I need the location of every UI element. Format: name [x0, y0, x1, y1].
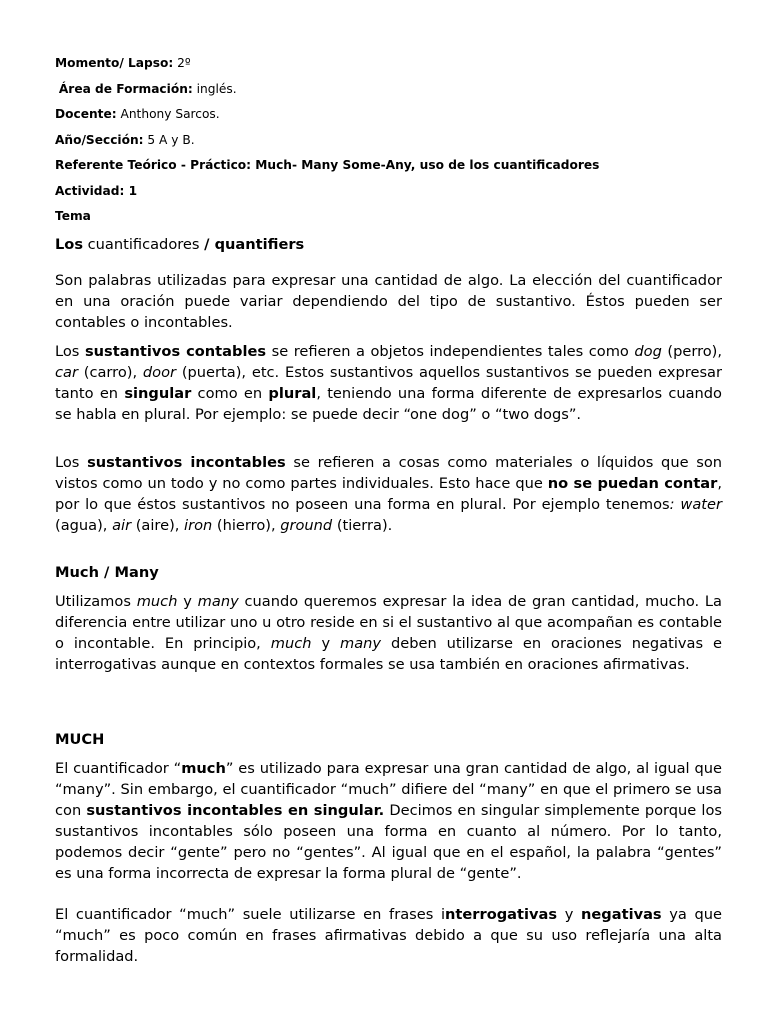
- tema-line: [55, 204, 715, 230]
- momento-value: 2º: [173, 56, 191, 70]
- anio-line: [55, 128, 715, 154]
- area-value: inglés.: [192, 81, 237, 96]
- actividad-line: [55, 179, 715, 205]
- area-label: Área de Formación:: [58, 81, 193, 96]
- docente-label: Docente:: [55, 107, 117, 121]
- referente-line: [55, 153, 715, 179]
- docente-value: Anthony Sarcos.: [116, 107, 220, 121]
- anio-label: Año/Sección:: [55, 132, 144, 147]
- docente-line: [55, 102, 715, 128]
- much-heading: MUCH: [55, 731, 105, 748]
- momento-label: Momento/ Lapso:: [55, 56, 174, 70]
- actividad-text: Actividad: 1: [55, 183, 138, 198]
- much-paragraph: El cuantificador “much” es utilizado para expresar una gran cantidad de algo, al igual que “many”. Sin embargo, el cuantificador “much” difiere del “many” en que el primero se usa con sustantivos incontables en singular. Decimos en singular simplemente porque los sustantivos incontables sólo poseen una forma en cuanto al número. Por lo tanto, podemos decir “gente” pero no “gentes”. Al igual que en el español, la palabra “gentes” es una forma incorrecta de expresar la forma plural de “gente”.: [55, 760, 722, 882]
- much-many-paragraph: Utilizamos much y many cuando queremos expresar la idea de gran cantidad, mucho. La diferencia entre utilizar uno u otro reside en si el sustantivo al que acompañan es contable o incontable. En principio, much y many deben utilizarse en oraciones negativas e interrogativas aunque en contextos formales se usa también en oraciones afirmativas.: [55, 593, 723, 673]
- much-many-heading: Much / Many: [55, 564, 159, 581]
- incontables-paragraph: Los sustantivos incontables se refieren a cosas como materiales o líquidos que son vistos como un todo y no como partes individuales. Esto hace que no se puedan contar, por lo que éstos sustantivos no poseen una forma en plural. Por ejemplo tenemos: water (agua), air (aire), iron (hierro), ground (tierra).: [55, 454, 723, 534]
- title-heading: Los cuantificadores / quantifiers: [55, 236, 305, 253]
- anio-value: 5 A y B.: [143, 132, 195, 147]
- contables-paragraph: Los sustantivos contables se refieren a objetos independientes tales como dog (perro), car (carro), door (puerta), etc. Estos sustantivos aquellos sustantivos se pueden expresar tanto en singular como en plural, teniendo una forma diferente de expresarlos cuando se habla en plural. Por ejemplo: se puede decir “one dog” o “two dogs”.: [55, 343, 723, 423]
- referente-text: Referente Teórico - Práctico: Much- Many Some-Any, uso de los cuantificadores: [55, 158, 600, 172]
- tema-text: Tema: [55, 209, 91, 223]
- intro-paragraph: Son palabras utilizadas para expresar una cantidad de algo. La elección del cuantificador en una oración puede variar dependiendo del tipo de sustantivo. Éstos pueden ser contables o incontables.: [55, 272, 722, 331]
- header-metadata: [55, 51, 715, 230]
- momento-line: [55, 51, 715, 77]
- area-line: [55, 77, 715, 103]
- much-usage-paragraph: El cuantificador “much” suele utilizarse en frases interrogativas y negativas ya que “much” es poco común en frases afirmativas debido a que su uso reflejaría una alta formalidad.: [55, 906, 723, 965]
